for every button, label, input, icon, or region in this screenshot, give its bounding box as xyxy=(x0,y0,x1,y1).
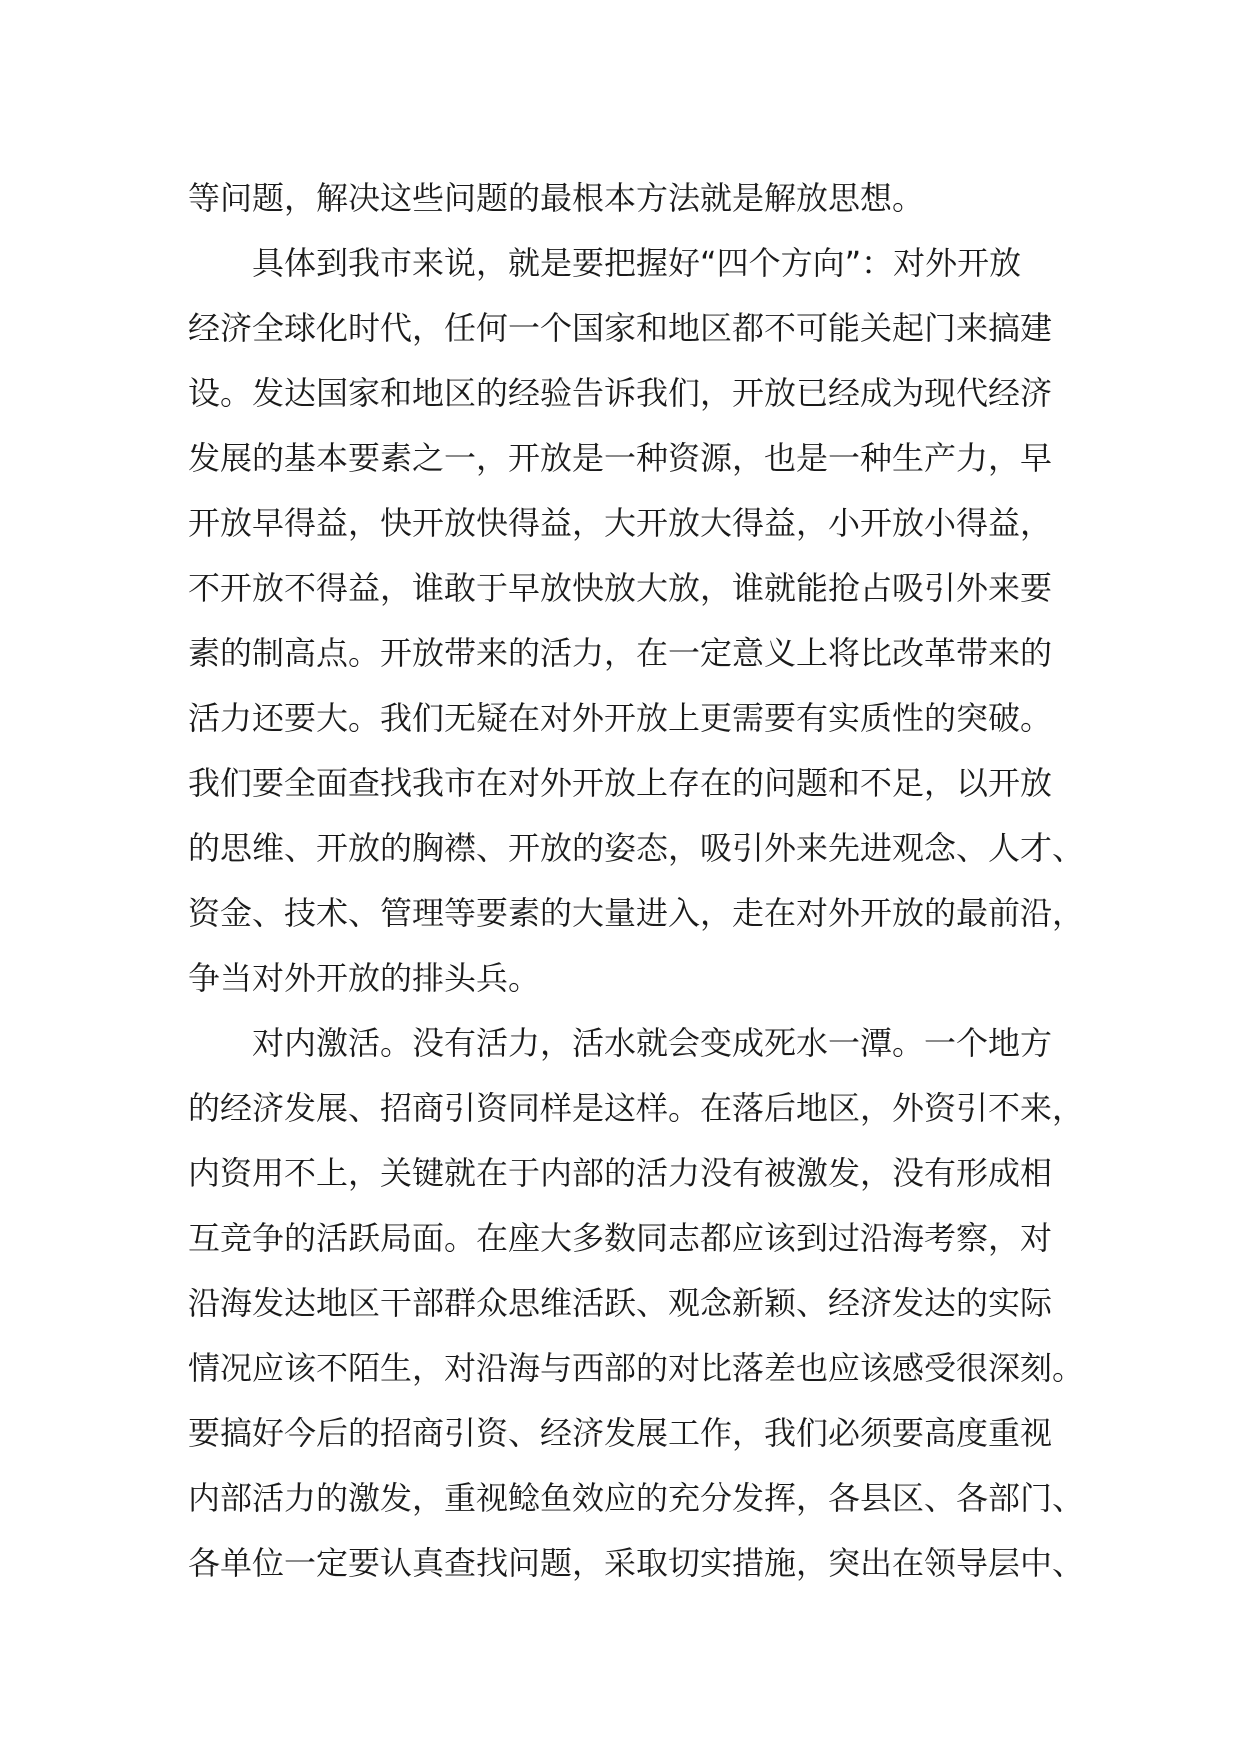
text-line: 的思维、开放的胸襟、开放的姿态，吸引外来先进观念、人才、 xyxy=(188,829,1085,867)
text-line: 内部活力的激发，重视鲶鱼效应的充分发挥，各县区、各部门、 xyxy=(188,1479,1085,1517)
text-line: 要搞好今后的招商引资、经济发展工作，我们必须要高度重视 xyxy=(188,1414,1053,1452)
paragraph-start-line: 具体到我市来说，就是要把握好“四个方向”：对外开放 xyxy=(252,244,1022,282)
text-line: 争当对外开放的排头兵。 xyxy=(188,959,541,997)
text-line: 资金、技术、管理等要素的大量进入，走在对外开放的最前沿， xyxy=(188,894,1085,932)
body-text xyxy=(188,166,1088,1596)
paragraph-start-line: 对内激活。没有活力，活水就会变成死水一潭。一个地方 xyxy=(252,1024,1053,1062)
text-line: 的经济发展、招商引资同样是这样。在落后地区，外资引不来， xyxy=(188,1089,1085,1127)
text-line: 互竞争的活跃局面。在座大多数同志都应该到过沿海考察，对 xyxy=(188,1219,1053,1257)
text-line: 素的制高点。开放带来的活力，在一定意义上将比改革带来的 xyxy=(188,634,1053,672)
text-line: 设。发达国家和地区的经验告诉我们，开放已经成为现代经济 xyxy=(188,374,1053,412)
text-line: 活力还要大。我们无疑在对外开放上更需要有实质性的突破。 xyxy=(188,699,1053,737)
text-line: 情况应该不陌生，对沿海与西部的对比落差也应该感受很深刻。 xyxy=(188,1349,1085,1387)
text-line: 开放早得益，快开放快得益，大开放大得益，小开放小得益， xyxy=(188,504,1053,542)
text-line: 内资用不上，关键就在于内部的活力没有被激发，没有形成相 xyxy=(188,1154,1053,1192)
text-line: 发展的基本要素之一，开放是一种资源，也是一种生产力，早 xyxy=(188,439,1053,477)
text-line: 各单位一定要认真查找问题，采取切实措施，突出在领导层中、 xyxy=(188,1544,1085,1582)
text-line: 我们要全面查找我市在对外开放上存在的问题和不足，以开放 xyxy=(188,764,1053,802)
text-line: 不开放不得益，谁敢于早放快放大放，谁就能抢占吸引外来要 xyxy=(188,569,1053,607)
text-line: 等问题，解决这些问题的最根本方法就是解放思想。 xyxy=(188,179,925,217)
text-line: 沿海发达地区干部群众思维活跃、观念新颖、经济发达的实际 xyxy=(188,1284,1053,1322)
text-line: 经济全球化时代，任何一个国家和地区都不可能关起门来搞建 xyxy=(188,309,1053,347)
